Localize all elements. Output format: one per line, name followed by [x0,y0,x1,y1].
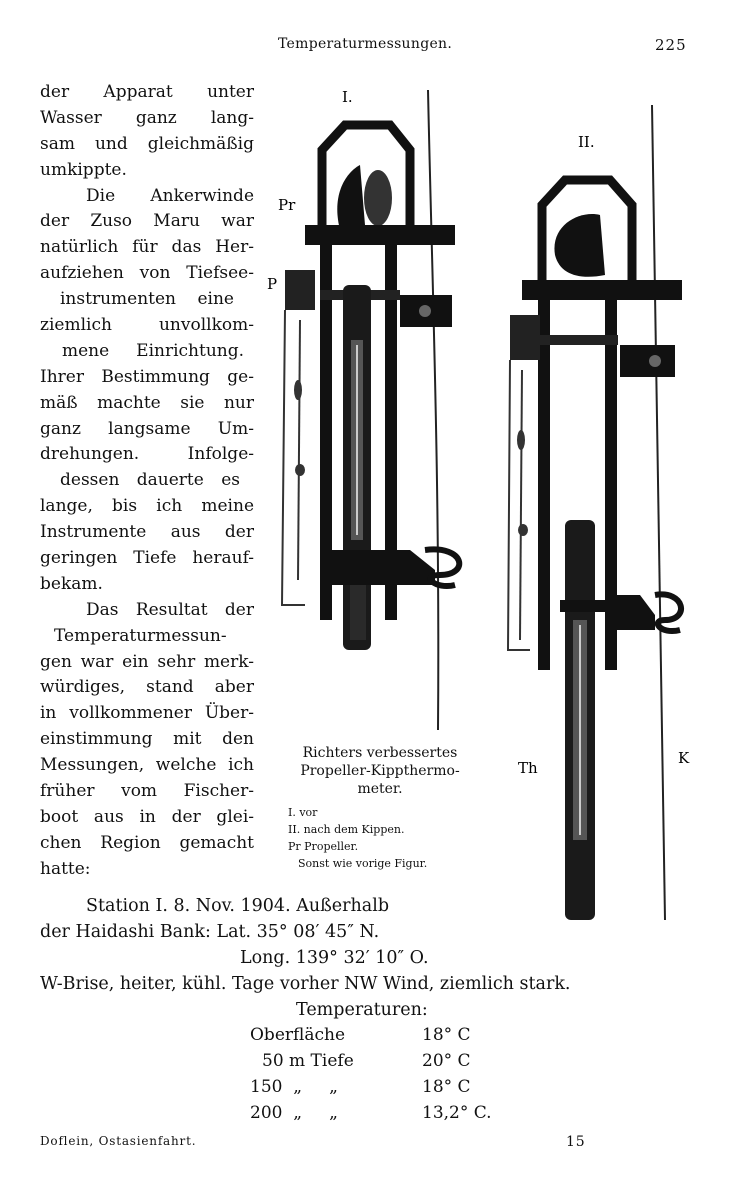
station-line: Station I. 8. Nov. 1904. Außerhalb [86,896,390,916]
figure-label-p: P [267,275,278,293]
text-line: mäß machte sie nur [40,392,254,413]
depth-cell: 50 m Tiefe [262,1051,354,1071]
text-line: drehungen. Infolge- [40,444,254,465]
figure-label-k: K [678,749,690,767]
text-line: bekam. [40,573,103,594]
thermometer-figure [260,80,700,930]
depth-cell: 200 „ „ [250,1103,338,1123]
table-row [250,1022,492,1048]
figure-legend [288,804,427,872]
text-line: instrumenten eine [60,289,234,310]
text-line: ziemlich unvollkom- [40,315,254,336]
table-row [250,1048,492,1074]
text-line: Ihrer Bestimmung ge- [40,366,254,387]
weather-line: W-Brise, heiter, kühl. Tage vorher NW Wind, ziemlich stark. [40,974,571,994]
text-line: der Zuso Maru war [40,211,254,232]
temp-cell: 18° C [422,1025,471,1045]
body-text-column [40,80,254,883]
figure-label-ii: II. [578,133,595,151]
legend-line: II. nach dem Kippen. [288,823,405,836]
text-line: chen Region gemacht [40,832,254,853]
station-coordinates-lat: der Haidashi Bank: Lat. 35° 08′ 45″ N. [40,922,380,942]
depth-cell: Oberfläche [250,1025,346,1045]
page-number: 225 [655,36,687,54]
legend-line: I. vor [288,806,318,819]
text-line: Instrumente aus der [40,522,254,543]
text-line: natürlich für das Her- [40,237,254,258]
station-record [40,893,690,1023]
text-line: lange, bis ich meine [40,496,254,517]
text-line: aufziehen von Tiefsee- [40,263,254,284]
text-line: gen war ein sehr merk- [40,651,254,672]
text-line: hatte: [40,858,91,879]
apparatus-i-illustration [282,90,459,730]
footer-publication: Doflein, Ostasienfahrt. [40,1134,197,1148]
footer-signature: 15 [566,1134,586,1150]
text-line: Die Ankerwinde [86,185,254,206]
text-line: boot aus in der glei- [40,806,254,827]
table-row [250,1074,492,1100]
table-row [250,1100,492,1126]
temp-cell: 13,2° C. [422,1103,492,1123]
figure-label-pr: Pr [278,196,296,214]
depth-cell: 150 „ „ [250,1077,338,1097]
text-line: in vollkommener Über- [40,703,254,724]
text-line: Temperaturmessun- [54,625,227,646]
figure-label-th: Th [518,759,538,777]
text-line: mene Einrichtung. [62,340,244,361]
temperature-table [250,1022,492,1126]
text-line: geringen Tiefe herauf- [40,548,254,569]
temp-cell: 20° C [422,1051,471,1071]
text-line: Wasser ganz lang- [40,107,254,128]
text-line: Das Resultat der [86,599,254,620]
text-line: der Apparat unter [40,82,254,102]
text-line: Messungen, welche ich [40,755,254,776]
caption-line: Propeller-Kippthermo- [300,763,460,779]
temperatures-heading: Temperaturen: [296,1000,428,1020]
caption-line: meter. [357,781,403,797]
text-line: einstimmung mit den [40,729,254,750]
text-line: sam und gleichmäßig [40,133,254,154]
text-line: umkippte. [40,159,127,180]
caption-line: Richters verbessertes [302,745,458,761]
text-line: früher vom Fischer- [40,781,254,802]
apparatus-ii-illustration [508,105,682,920]
text-line: würdiges, stand aber [40,677,254,698]
legend-line: Sonst wie vorige Figur. [298,857,428,870]
figure-caption [280,744,480,798]
temp-cell: 18° C [422,1077,471,1097]
legend-line: Pr Propeller. [288,840,359,853]
figure-label-i: I. [342,88,353,106]
text-line: dessen dauerte es [60,470,240,491]
text-line: ganz langsame Um- [40,418,254,439]
running-title: Temperaturmessungen. [278,36,453,52]
station-coordinates-long: Long. 139° 32′ 10″ O. [240,948,429,968]
